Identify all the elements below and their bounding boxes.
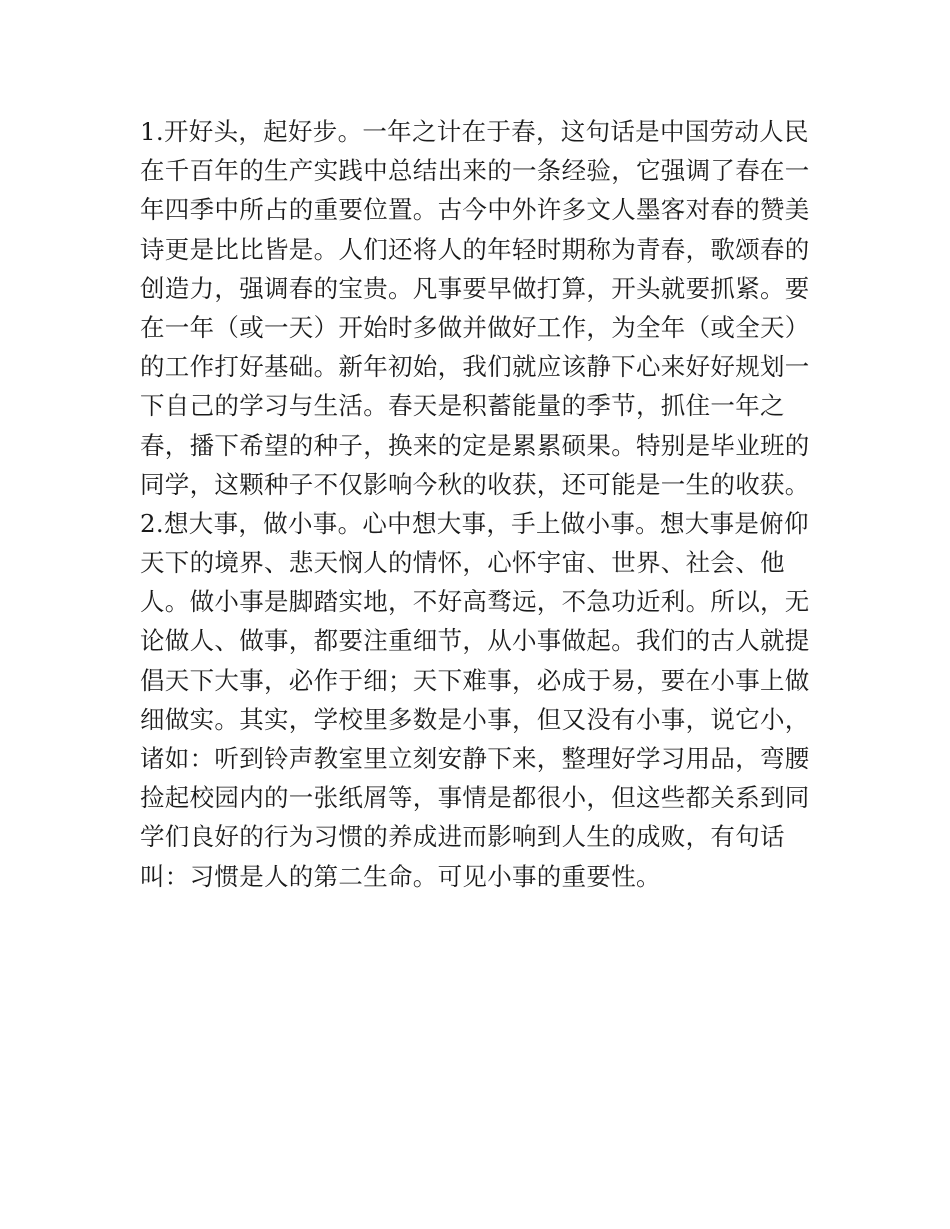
text-line: 叫：习惯是人的第二生命。可见小事的重要性。 (140, 861, 661, 891)
body-text (140, 112, 820, 896)
text-line: 下自己的学习与生活。春天是积蓄能量的季节，抓住一年之 (140, 391, 785, 421)
text-line: 在一年（或一天）开始时多做并做好工作，为全年（或全天） (140, 312, 810, 342)
text-line: 人。做小事是脚踏实地，不好高骛远，不急功近利。所以，无 (140, 587, 810, 617)
text-line: 同学，这颗种子不仅影响今秋的收获，还可能是一生的收获。 (140, 469, 810, 499)
text-line: 捡起校园内的一张纸屑等，事情是都很小，但这些都关系到同 (140, 783, 810, 813)
text-line: 年四季中所占的重要位置。古今中外许多文人墨客对春的赞美 (140, 195, 810, 225)
text-line: 倡天下大事，必作于细；天下难事，必成于易，要在小事上做 (140, 665, 810, 695)
text-line: 诗更是比比皆是。人们还将人的年轻时期称为青春，歌颂春的 (140, 234, 810, 264)
text-line: 2.想大事，做小事。心中想大事，手上做小事。想大事是俯仰 (140, 508, 809, 538)
text-line: 创造力，强调春的宝贵。凡事要早做打算，开头就要抓紧。要 (140, 273, 810, 303)
text-line: 学们良好的行为习惯的养成进而影响到人生的成败，有句话 (140, 822, 785, 852)
text-line: 在千百年的生产实践中总结出来的一条经验，它强调了春在一 (140, 156, 810, 186)
text-line: 诸如：听到铃声教室里立刻安静下来，整理好学习用品，弯腰 (140, 744, 810, 773)
text-line: 细做实。其实，学校里多数是小事，但又没有小事，说它小， (140, 704, 810, 734)
text-line: 论做人、做事，都要注重细节，从小事做起。我们的古人就提 (140, 626, 810, 656)
text-line: 春，播下希望的种子，换来的定是累累硕果。特别是毕业班的 (140, 430, 810, 460)
text-line: 1.开好头，起好步。一年之计在于春，这句话是中国劳动人民 (140, 117, 809, 146)
text-line: 天下的境界、悲天悯人的情怀，心怀宇宙、世界、社会、他 (140, 548, 785, 578)
text-line: 的工作打好基础。新年初始，我们就应该静下心来好好规划一 (140, 352, 810, 382)
